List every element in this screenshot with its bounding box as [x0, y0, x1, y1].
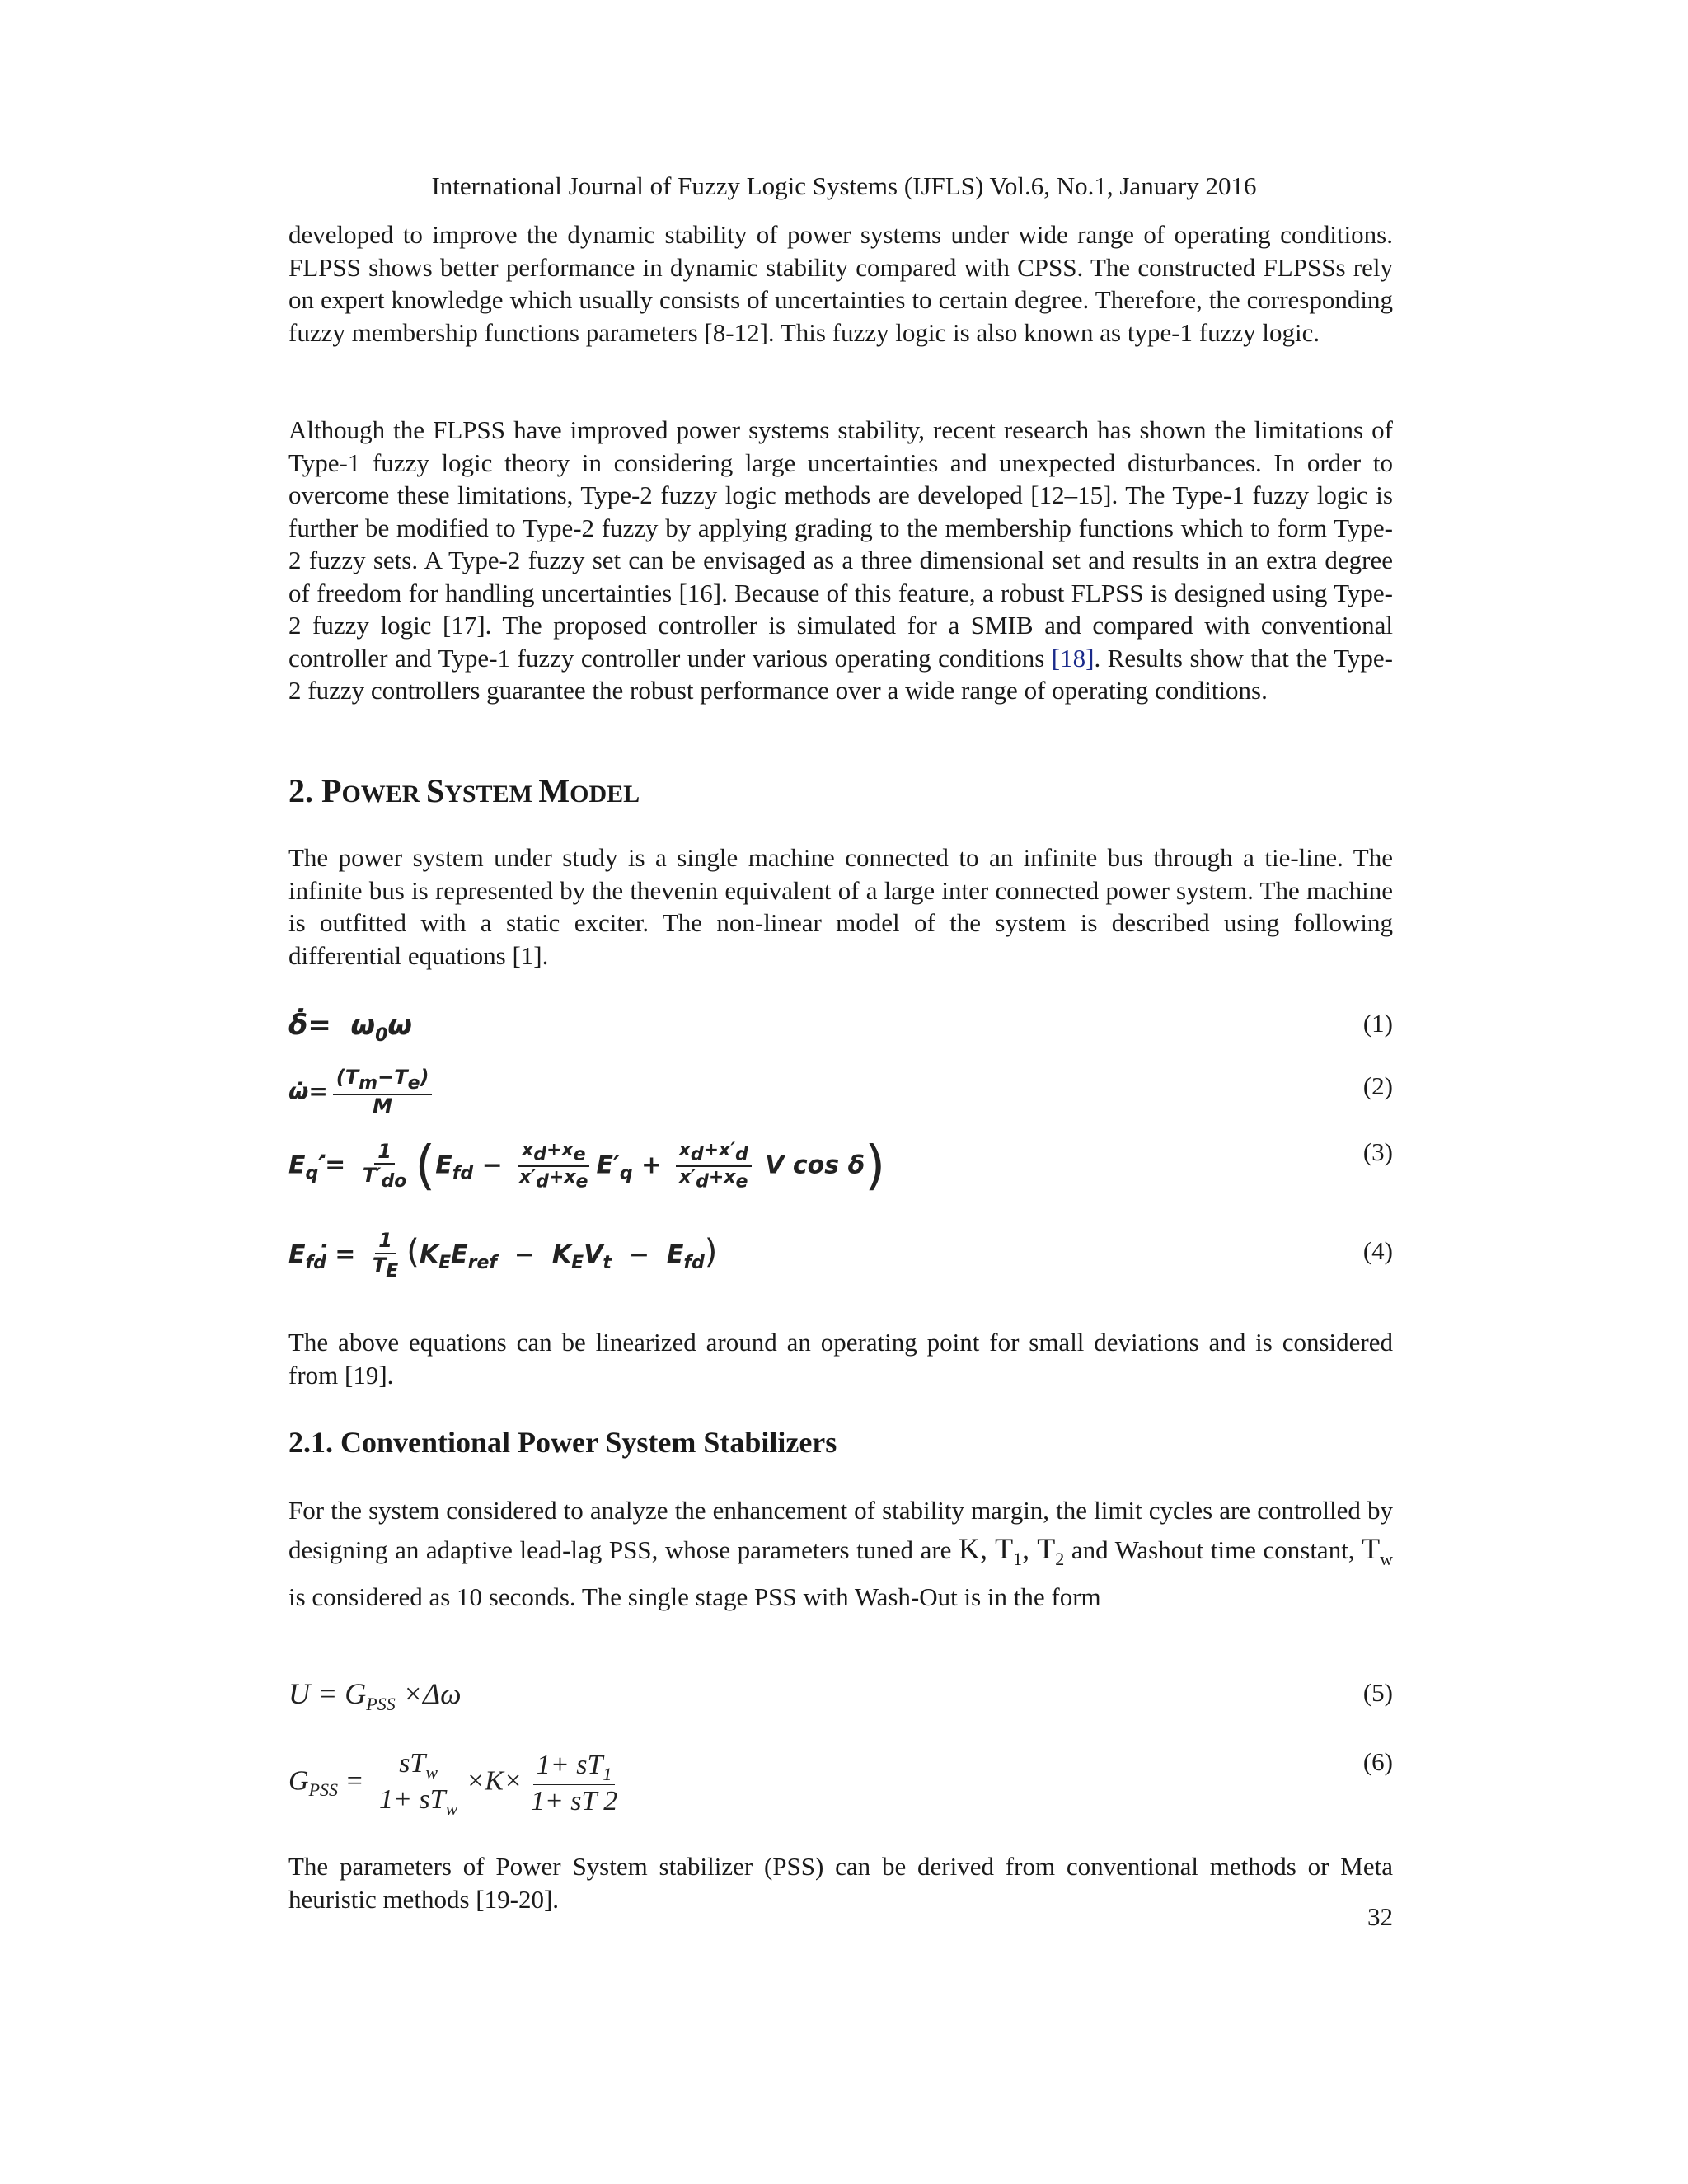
subsection-heading-conventional-pss: 2.1. Conventional Power System Stabilizers — [288, 1426, 837, 1459]
paragraph-type2-fuzzy — [288, 414, 1393, 707]
equation-3: $E_q'̇=$ $\frac{1}{T'_{do}}$ ($E_{fd}$ − $\frac{x_d+x_e}{x'_d+x_e}$ $E'_q$ + $\frac{x_d+x'_d}{x'_d+x_e}$ V cos δ) — [288, 1136, 886, 1197]
paragraph-linearization: The above equations can be linearized around an operating point for small deviations and is considered from [19]. — [288, 1328, 1393, 1390]
equation-2: ω̇= $\frac{(T_m-T_e)}{M}$ — [288, 1066, 437, 1118]
equation-number: (5) — [1362, 1678, 1393, 1707]
paragraph-pss-design: For the system considered to analyze the enhancement of stability margin, the limit cycles are controlled by designing an adaptive lead-lag PSS, whose parameters tuned are K, $T_1$, $T_2$ and Washout time constant, $T_w$ is considered as 10 seconds. The single stage PSS with Wash-Out is in the form — [288, 1496, 1393, 1612]
equation-number: (6) — [1362, 1747, 1393, 1776]
inline-math: T — [1362, 1532, 1381, 1565]
equation-4: $E_{fd}̇$ = $\frac{1}{T_E}$ $(K_EE_{ref} - K_EV_t - E_{fd})$ — [288, 1229, 718, 1282]
equation-1: δ̇= $\omega_0\omega$ — [288, 1009, 412, 1046]
section-heading-power-system-model: 2. POWER SYSTEM MODEL — [288, 772, 640, 809]
equation-number: (4) — [1362, 1236, 1393, 1265]
paragraph-intro-continued: developed to improve the dynamic stability of power systems under wide range of operating conditions. FLPSS shows better performance in dynamic stability compared with CPSS. The constructed FLPSSs rely on expert knowledge which usually consists of uncertainties to certain degree. Therefore, the corresponding fuzzy membership functions parameters [8-12]. This fuzzy logic is also known as type-1 fuzzy logic. — [288, 220, 1393, 347]
equation-number: (1) — [1362, 1009, 1393, 1038]
equation-number: (2) — [1362, 1071, 1393, 1100]
equation-6: $G_{PSS}$ = $\frac{sT_w}{1+ sT_w}$ ×K× $\frac{1+ sT_1}{1+ sT 2}$ — [288, 1748, 618, 1819]
equation-number: (3) — [1362, 1137, 1393, 1166]
paragraph-text: Although the FLPSS have improved power systems stability, recent research has shown the limitations of Type-1 fuzzy logic theory in considering large uncertainties and unexpected disturbances. In order to overcome these limitations, Type-2 fuzzy logic methods are developed [12–15]. The Type-1 fuzzy logic is further be modified to Type-2 fuzzy by applying grading to the membership functions which to form Type-2 fuzzy sets. A Type-2 fuzzy set can be envisaged as a three dimensional set and results in an extra degree of freedom for handling uncertainties [16]. Because of this feature, a robust FLPSS is designed using Type-2 fuzzy logic [17]. The proposed controller is simulated for a SMIB and compared with conventional controller and Type-1 fuzzy controller under various operating conditions — [288, 415, 1393, 673]
paragraph-text: . Results show that the Type-2 fuzzy controllers guarantee the robust performance over a wide range of operating conditions. — [288, 643, 1393, 705]
page-number: 32 — [1367, 1902, 1393, 1931]
paragraph-system-description: The power system under study is a single machine connected to an infinite bus through a tie-line. The infinite bus is represented by the thevenin equivalent of a large inter connected power system. The machine is outfitted with a static exciter. The non-linear model of the system is described using following differential equations [1]. — [288, 843, 1393, 970]
paragraph-pss-parameters: The parameters of Power System stabilizer (PSS) can be derived from conventional methods or Meta heuristic methods [19-20]. — [288, 1852, 1393, 1914]
equation-5: $U = G_{PSS} \times\Delta\omega$ — [288, 1677, 462, 1715]
running-header: International Journal of Fuzzy Logic Systems (IJFLS) Vol.6, No.1, January 2016 — [431, 171, 1257, 200]
inline-math: K, T — [958, 1532, 1014, 1565]
citation-link[interactable]: [18] — [1051, 643, 1095, 673]
